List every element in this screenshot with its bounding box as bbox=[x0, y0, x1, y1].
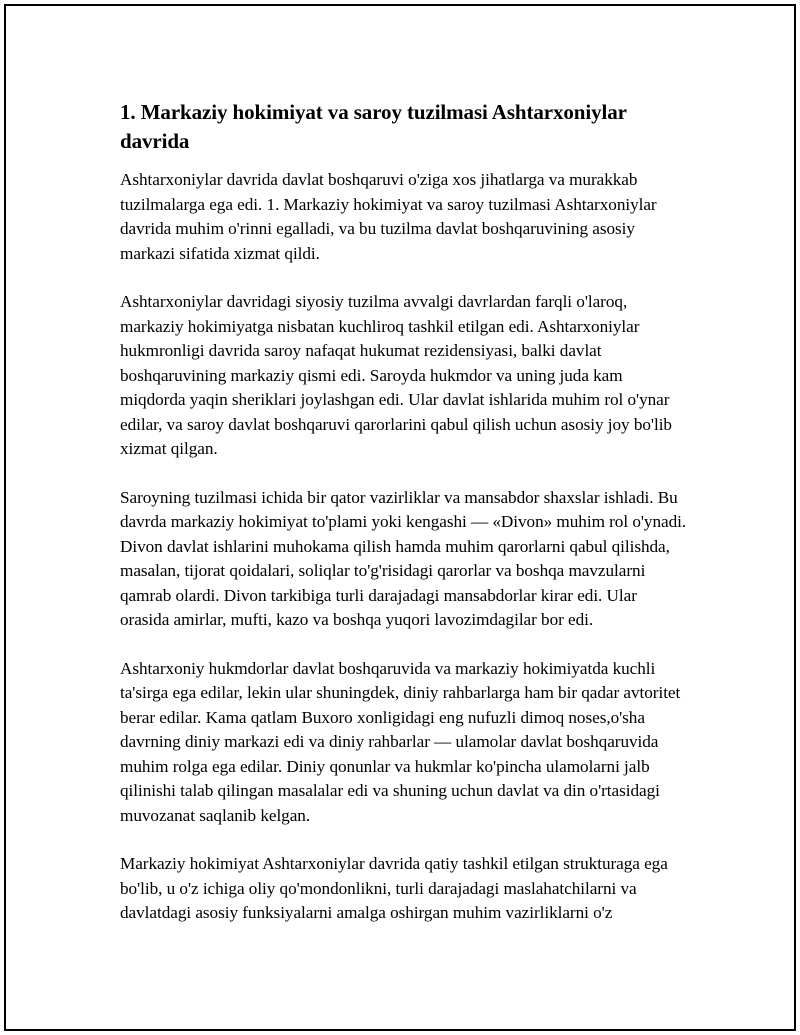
paragraph-4: Ashtarxoniy hukmdorlar davlat boshqaruvida va markaziy hokimiyatda kuchli ta'sirga ega edilar, lekin ular shuningdek, diniy rahbarlarga ham bir qadar avtoritet berar edilar. Kama qatlam Buxoro xonligidagi eng nufuzli dimoq noses,o'sha davrning diniy markazi edi va diniy rahbarlar — ulamolar davlat boshqaruvida muhim rolga ega edilar. Diniy qonunlar va hukmlar ko'pincha ulamolarni jalb qilinishi talab qilingan masalalar edi va shuning uchun davlat va din o'rtasidagi muvozanat saqlanib kelgan. bbox=[120, 658, 681, 825]
document-title: 1. Markaziy hokimiyat va saroy tuzilmasi Ashtarxoniylar davrida bbox=[120, 100, 627, 153]
document-body bbox=[120, 98, 690, 950]
paragraph-5: Markaziy hokimiyat Ashtarxoniylar davrida qatiy tashkil etilgan strukturaga ega bo'lib, u o'z ichiga oliy qo'mondonlikni, turli darajadagi maslahatchilarni va davlatdagi asosiy funksiyalarni amalga oshirgan muhim vazirliklarni o'z bbox=[120, 854, 668, 922]
paragraph-3: Saroyning tuzilmasi ichida bir qator vazirliklar va mansabdor shaxslar ishladi. Bu davrda markaziy hokimiyat to'plami yoki kengashi — «Divon» muhim rol o'ynadi. Divon davlat ishlarini muhokama qilish hamda muhim qarorlarni qabul qilishda, masalan, tijorat qoidalari, soliqlar to'g'risidagi qarorlar va boshqa mavzularni qamrab olardi. Divon tarkibiga turli darajadagi mansabdorlar kirar edi. Ular orasida amirlar, mufti, kazo va boshqa yuqori lavozimdagilar bor edi. bbox=[120, 487, 687, 629]
page-frame bbox=[4, 4, 796, 1031]
paragraph-1: Ashtarxoniylar davrida davlat boshqaruvi o'ziga xos jihatlarga va murakkab tuzilmalarga ega edi. 1. Markaziy hokimiyat va saroy tuzilmasi Ashtarxoniylar davrida muhim o'rinni egalladi, va bu tuzilma davlat boshqaruvining asosiy markazi sifatida xizmat qildi. bbox=[120, 170, 657, 263]
paragraph-2: Ashtarxoniylar davridagi siyosiy tuzilma avvalgi davrlardan farqli o'laroq, markaziy hokimiyatga nisbatan kuchliroq tashkil etilgan edi. Ashtarxoniylar hukmronligi davrida saroy nafaqat hukumat rezidensiyasi, balki davlat boshqaruvining markaziy qismi edi. Saroyda hukmdor va uning juda kam miqdorda yaqin sheriklari joylashgan edi. Ular davlat ishlarida muhim rol o'ynar edilar, va saroy davlat boshqaruvi qarorlarini qabul qilish uchun asosiy joy bo'lib xizmat qilgan. bbox=[120, 292, 672, 458]
